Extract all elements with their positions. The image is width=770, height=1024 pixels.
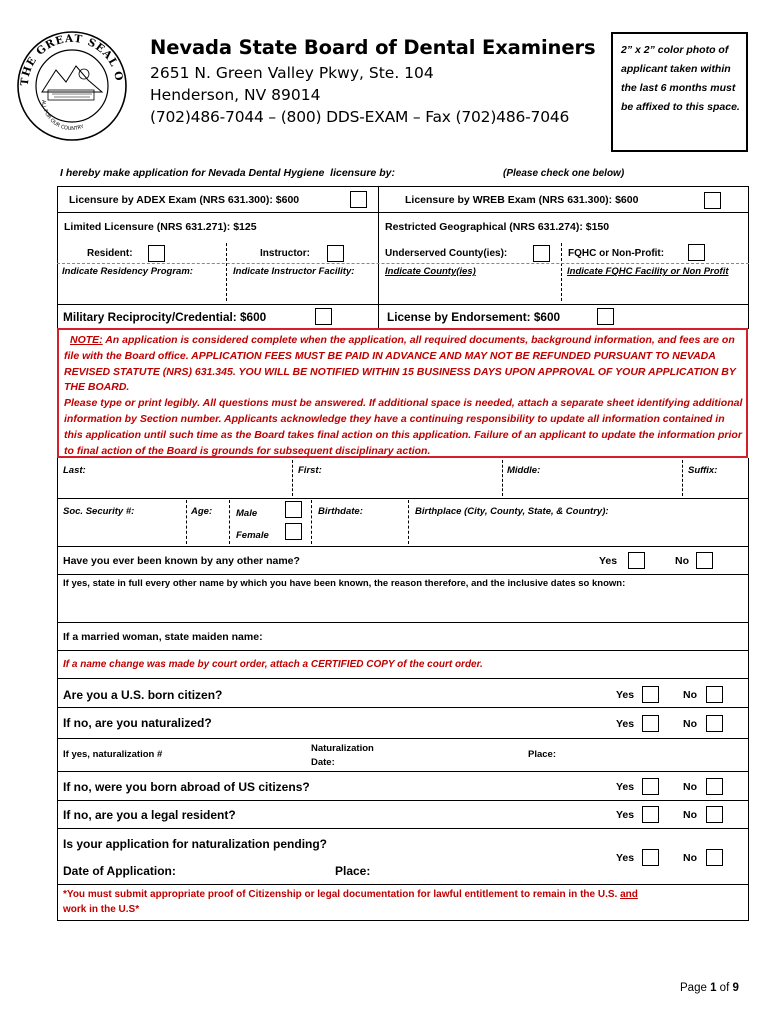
application-note bbox=[57, 328, 748, 458]
page-indicator bbox=[680, 982, 739, 994]
born-abroad-no-checkbox[interactable] bbox=[706, 778, 723, 795]
born-abroad-yes-label: Yes bbox=[616, 781, 635, 793]
fqhc-checkbox[interactable] bbox=[688, 244, 705, 261]
middle-name-field[interactable]: Middle: bbox=[507, 465, 541, 476]
naturalized-no-label: No bbox=[683, 718, 697, 730]
naturalized-no-checkbox[interactable] bbox=[706, 715, 723, 732]
military-reciprocity-label: Military Reciprocity/Credential: $600 bbox=[63, 310, 267, 324]
instructor-checkbox[interactable] bbox=[327, 245, 344, 262]
note-paragraph-2: Please type or print legibly. All questions must be answered. If additional space is needed, attach a separate sheet identifying additional information by Section number. Applicants acknowledge they have a continuing responsibility to update all information contained in this application until such time as the Board takes final action on this application. Failure of an applicant to update the information prior to final action of the Board is grounds for subsequent disciplinary action. bbox=[64, 397, 743, 457]
page-of: of bbox=[719, 982, 730, 994]
county-field[interactable]: Indicate County(ies) bbox=[385, 266, 476, 277]
born-abroad-question: If no, were you born abroad of US citizens? bbox=[63, 780, 310, 794]
age-field[interactable]: Age: bbox=[191, 506, 213, 517]
naturalized-yes-label: Yes bbox=[616, 718, 635, 730]
endorsement-checkbox[interactable] bbox=[597, 308, 614, 325]
first-name-field[interactable]: First: bbox=[298, 465, 322, 476]
other-name-yes-label: Yes bbox=[599, 555, 618, 567]
us-born-yes-label: Yes bbox=[616, 689, 635, 701]
other-name-detail-field[interactable]: If yes, state in full every other name by which you have been known, the reason therefore, and the inclusive dates so known: bbox=[63, 578, 626, 589]
naturalization-place-field[interactable]: Place: bbox=[528, 749, 556, 760]
svg-text:THE GREAT SEAL OF THE STATE OF: THE GREAT SEAL O bbox=[18, 32, 125, 87]
check-one-hint: (Please check one below) bbox=[503, 168, 625, 179]
pending-yes-label: Yes bbox=[616, 852, 635, 864]
note-paragraph-1: An application is considered complete when the application, all required documents, background information, and fees are on file with the Board office. APPLICATION FEES MUST BE PAID IN ADVANCE AND MAY NOT BE REFUNDED PURSUANT TO NEVADA REVISED STATUTE (NRS) 631.345. YOU WILL BE NOTIFIED WITHIN 15 BUSINESS DAYS UPON APPROVAL OF YOUR APPLICATION BY THE BOARD. bbox=[64, 334, 736, 394]
naturalization-number-field[interactable]: If yes, naturalization # bbox=[63, 749, 163, 760]
seal-icon bbox=[8, 30, 136, 142]
military-reciprocity-checkbox[interactable] bbox=[315, 308, 332, 325]
us-born-yes-checkbox[interactable] bbox=[642, 686, 659, 703]
other-name-yes-checkbox[interactable] bbox=[628, 552, 645, 569]
page-prefix: Page bbox=[680, 982, 707, 994]
female-label: Female bbox=[236, 530, 269, 541]
legal-resident-yes-checkbox[interactable] bbox=[642, 806, 659, 823]
note-label: NOTE: bbox=[70, 334, 103, 346]
adex-exam-label: Licensure by ADEX Exam (NRS 631.300): $600 bbox=[69, 194, 300, 206]
page-number: 1 bbox=[710, 982, 717, 994]
pending-yes-checkbox[interactable] bbox=[642, 849, 659, 866]
other-name-no-checkbox[interactable] bbox=[696, 552, 713, 569]
board-address-line1: 2651 N. Green Valley Pkwy, Ste. 104 bbox=[150, 64, 434, 82]
wreb-exam-checkbox[interactable] bbox=[704, 192, 721, 209]
photo-placeholder bbox=[611, 32, 748, 152]
female-checkbox[interactable] bbox=[285, 523, 302, 540]
restricted-geographical-label: Restricted Geographical (NRS 631.274): $150 bbox=[385, 221, 610, 233]
page-total: 9 bbox=[732, 982, 739, 994]
us-born-no-label: No bbox=[683, 689, 697, 701]
birthplace-field[interactable]: Birthplace (City, County, State, & Country): bbox=[415, 506, 609, 517]
photo-instructions: 2” x 2” color photo of applicant taken within the last 6 months must be affixed to this space. bbox=[621, 44, 740, 113]
wreb-exam-label: Licensure by WREB Exam (NRS 631.300): $600 bbox=[405, 194, 639, 206]
us-born-question: Are you a U.S. born citizen? bbox=[63, 688, 223, 702]
board-address-line2: Henderson, NV 89014 bbox=[150, 86, 321, 104]
naturalization-pending-question: Is your application for naturalization pending? bbox=[63, 837, 328, 851]
male-label: Male bbox=[236, 508, 258, 519]
other-name-no-label: No bbox=[675, 555, 689, 567]
resident-checkbox[interactable] bbox=[148, 245, 165, 262]
ssn-field[interactable]: Soc. Security #: bbox=[63, 506, 135, 517]
instructor-label: Instructor: bbox=[260, 248, 310, 259]
naturalized-yes-checkbox[interactable] bbox=[642, 715, 659, 732]
legal-resident-yes-label: Yes bbox=[616, 809, 635, 821]
other-name-question: Have you ever been known by any other name? bbox=[63, 555, 300, 567]
proof-note-and: and bbox=[620, 889, 638, 900]
underserved-county-checkbox[interactable] bbox=[533, 245, 550, 262]
suffix-field[interactable]: Suffix: bbox=[688, 465, 718, 476]
application-place-field[interactable]: Place: bbox=[335, 864, 371, 878]
instructor-facility-field[interactable]: Indicate Instructor Facility: bbox=[233, 266, 355, 277]
legal-resident-no-checkbox[interactable] bbox=[706, 806, 723, 823]
last-name-field[interactable]: Last: bbox=[63, 465, 86, 476]
naturalization-date-field[interactable]: Naturalization Date: bbox=[311, 743, 374, 768]
adex-exam-checkbox[interactable] bbox=[350, 191, 367, 208]
court-order-notice: If a name change was made by court order, attach a CERTIFIED COPY of the court order. bbox=[63, 659, 483, 670]
male-checkbox[interactable] bbox=[285, 501, 302, 518]
born-abroad-yes-checkbox[interactable] bbox=[642, 778, 659, 795]
legal-resident-no-label: No bbox=[683, 809, 697, 821]
naturalized-question: If no, are you naturalized? bbox=[63, 716, 212, 730]
svg-text:ALL FOR OUR COUNTRY: ALL FOR OUR COUNTRY bbox=[39, 99, 85, 133]
birthdate-field[interactable]: Birthdate: bbox=[318, 506, 363, 517]
pending-no-checkbox[interactable] bbox=[706, 849, 723, 866]
limited-licensure-label: Limited Licensure (NRS 631.271): $125 bbox=[64, 221, 257, 233]
residency-program-field[interactable]: Indicate Residency Program: bbox=[62, 266, 193, 277]
proof-note-end: work in the U.S* bbox=[63, 904, 140, 915]
state-seal bbox=[8, 30, 136, 142]
born-abroad-no-label: No bbox=[683, 781, 697, 793]
us-born-no-checkbox[interactable] bbox=[706, 686, 723, 703]
maiden-name-field[interactable]: If a married woman, state maiden name: bbox=[63, 631, 263, 643]
application-statement: I hereby make application for Nevada Dental Hygiene licensure by: bbox=[60, 167, 395, 179]
underserved-county-label: Underserved County(ies): bbox=[385, 248, 508, 259]
legal-resident-question: If no, are you a legal resident? bbox=[63, 808, 236, 822]
endorsement-label: License by Endorsement: $600 bbox=[387, 310, 561, 324]
fqhc-facility-field[interactable]: Indicate FQHC Facility or Non Profit bbox=[567, 266, 729, 277]
proof-note-text: *You must submit appropriate proof of Citizenship or legal documentation for lawful entitlement to remain in the U.S. bbox=[63, 889, 618, 900]
fqhc-label: FQHC or Non-Profit: bbox=[568, 248, 665, 259]
resident-label: Resident: bbox=[87, 248, 133, 259]
board-title: Nevada State Board of Dental Examiners bbox=[150, 36, 596, 59]
date-of-application-field[interactable]: Date of Application: bbox=[63, 864, 176, 878]
citizenship-proof-notice bbox=[63, 887, 743, 917]
board-phones: (702)486-7044 – (800) DDS-EXAM – Fax (702)486-7046 bbox=[150, 108, 570, 126]
pending-no-label: No bbox=[683, 852, 697, 864]
